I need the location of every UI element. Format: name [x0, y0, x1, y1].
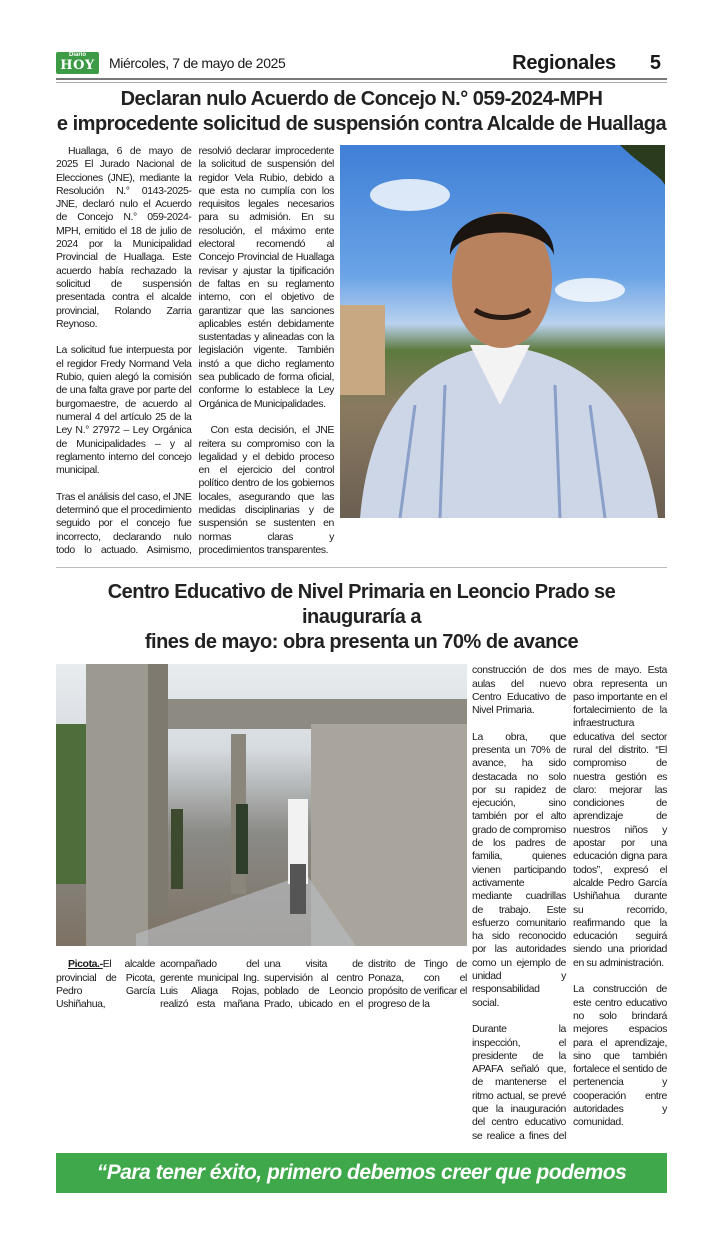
paragraph: La obra, que presenta un 70% de avance, ha sido destacada no solo por su rapidez de ejecución, sino también por el alto grado de compromiso de los padres de familia, quienes vienen participando activamente mediante cuadrillas de trabajo. Este esfuerzo comunitario ha sido reconocido por las autoridades como un ejemplo de unidad y responsabilidad social.: [472, 730, 566, 1009]
header-rule: [56, 78, 667, 80]
page-number: 5: [649, 51, 661, 74]
header-rule-thin: [56, 82, 667, 83]
paragraph: Huallaga, 6 de mayo de 2025 El Jurado Nacional de Elecciones (JNE), mediante la Resolución N.° 0143-2025-JNE, declaró nulo el Acuerdo de Concejo N.° 059-2024-MPH, emitido el 18 de julio de 2024 por la Municipalidad Provincial de Huallaga. Este acuerdo había rechazado la solicitud de suspensión presentada contra el alcalde provincial, Rolando Zarria Reynoso.: [56, 145, 192, 330]
article2: [56, 664, 667, 1143]
article2-lead: [56, 958, 467, 1011]
headline-line: Centro Educativo de Nivel Primaria en Leoncio Prado se inauguraría a: [107, 581, 616, 629]
logo-top-text: Diario: [68, 52, 86, 58]
article2-left: [56, 664, 467, 1011]
paragraph: construcción de dos aulas del nuevo Centro Educativo de Nivel Primaria.: [472, 664, 566, 717]
newspaper-logo: [56, 52, 99, 74]
article1-body: [56, 145, 334, 557]
headline-line: e improcedente solicitud de suspensión contra Alcalde de Huallaga: [56, 113, 667, 135]
school-construction-photo: [56, 664, 467, 946]
paragraph: [56, 958, 467, 1011]
construction-illustration: [56, 664, 467, 946]
headline-line: Declaran nulo Acuerdo de Concejo N.° 059-2024-MPH: [120, 88, 603, 110]
alcalde-portrait-photo: [340, 145, 665, 518]
lead-text: El alcalde provincial de Picota, Pedro García Ushiñahua, acompañado del gerente municipal Ing. Luis Aliaga Rojas, realizó esta mañana una visita de supervisión al centro poblado de Leoncio Prado, ubicado en el distrito de Tingo de Ponaza, con el propósito de verificar el progreso de la: [56, 958, 467, 1011]
section-title: Regionales: [512, 51, 616, 74]
portrait-illustration: [340, 145, 665, 518]
paragraph: Tras el análisis del caso, el JNE determinó que el procedimiento seguido por el concejo fue incorrecto, declarando nulo todo lo actuado. Asimismo, resolvió declarar improcedente la solicitud de suspensión del regidor Vela Rubio, debido a que esta no cumplía con los requisitos legales necesarios para su admisión. En su resolución, el máximo ente electoral recomendó al Concejo Provincial de Huallaga revisar y ajustar la tipificación de faltas en su reglamento interno, con el objetivo de garantizar que las sanciones aplicables estén debidamente sustentadas y alineadas con la legislación vigente. También instó a que dicho reglamento sea publicado de forma oficial, conforme lo establece la Ley Orgánica de Municipalidades.: [56, 145, 334, 556]
paragraph: La construcción de este centro educativo no solo brindará mejores espacios para el aprendizaje, sino que también fortalece el sentido de pertenencia y cooperación entre autoridades y comunidad.: [573, 983, 667, 1129]
article2-body: [472, 664, 667, 1143]
page-header: [56, 50, 667, 76]
article-divider: [56, 567, 667, 568]
dateline: Picota.-: [68, 958, 103, 971]
headline-line: fines de mayo: obra presenta un 70% de avance: [144, 631, 579, 654]
paragraph: La solicitud fue interpuesta por el regidor Fredy Normand Vela Rubio, quien alegó la comisión de una falta grave por parte del burgomaestre, de acuerdo al numeral 4 del artículo 25 de la Ley N.° 27972 – Ley Orgánica de Municipalidades – y al reglamento interno del concejo municipal.: [56, 344, 192, 477]
newspaper-page: [56, 0, 667, 1223]
issue-date: Miércoles, 7 de mayo de 2025: [109, 55, 286, 71]
article2-headline: [56, 580, 667, 655]
logo-main-text: HOY: [60, 58, 95, 73]
quote-banner: “Para tener éxito, primero debemos creer que podemos tenerlo”: [56, 1153, 667, 1193]
paragraph: Durante la inspección, el presidente de la APAFA señaló que, de mantenerse el ritmo actual, se prevé que la inauguración del centro educativo se realice a fines del mes de mayo. Esta obra representa un paso importante en el fortalecimiento de la infraestructura educativa del sector rural del distrito. “El compromiso de nuestra gestión es claro: mejorar las condiciones de aprendizaje de nuestros niños y apostar por una educación digna para todos”, expresó el alcalde Pedro García Ushiñahua durante su recorrido, reafirmando que la educación seguirá siendo una prioridad en su administración.: [472, 664, 667, 1142]
article1-headline: [56, 87, 667, 137]
paragraph: Con esta decisión, el JNE reitera su compromiso con la legalidad y el debido proceso en el ejercicio del control político dentro de los gobiernos locales, asegurando que las medidas disciplinarias y de suspensión se sustenten en normas claras y procedimientos transparentes.: [198, 424, 334, 556]
article1: [56, 145, 667, 557]
